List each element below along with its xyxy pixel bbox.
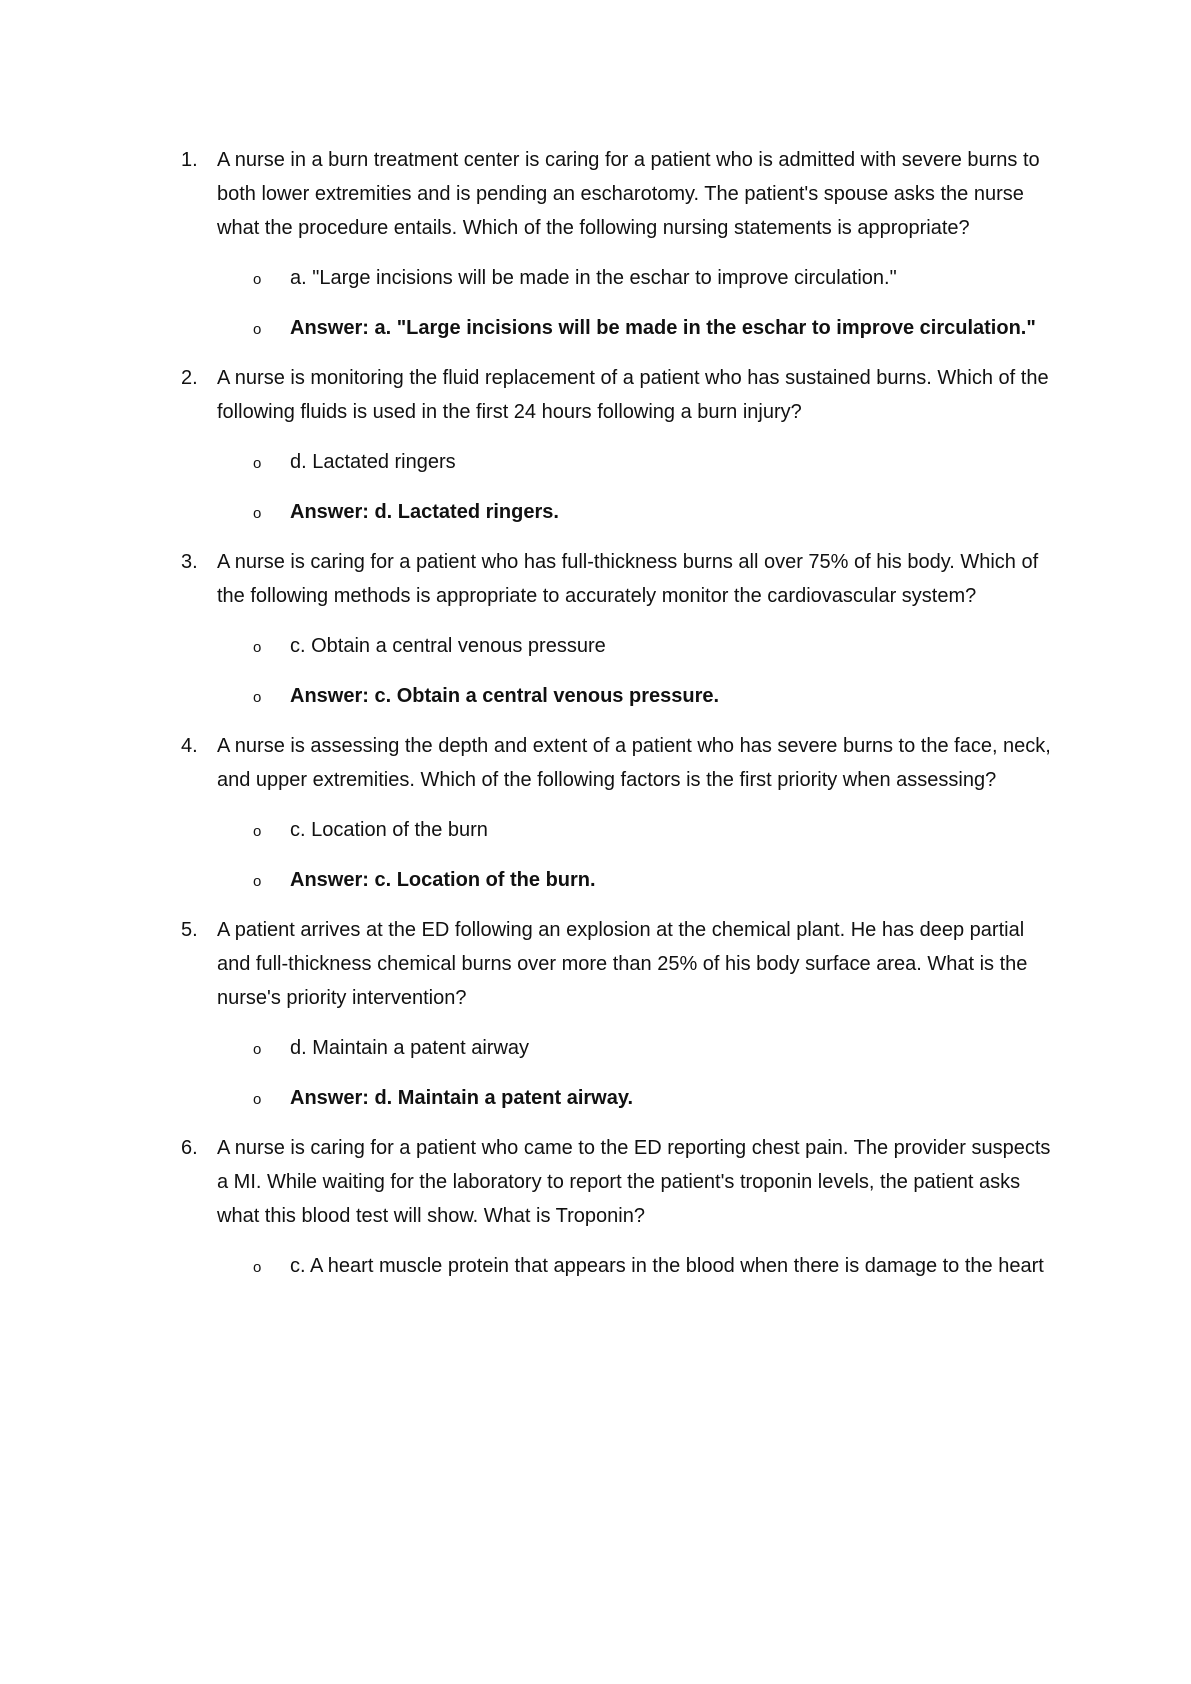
option-item xyxy=(0,1031,1191,1065)
option-item xyxy=(0,1249,1191,1283)
question-item xyxy=(0,729,1191,797)
question-text: A patient arrives at the ED following an explosion at the chemical plant. He has deep partial and full-thickness chemical burns over more than 25% of his body surface area. What is the nurse's priority intervention? xyxy=(217,919,1028,1009)
bullet-icon: o xyxy=(253,321,262,338)
option-text: a. "Large incisions will be made in the eschar to improve circulation." xyxy=(290,267,897,289)
question-number: 3. xyxy=(181,551,198,573)
answer-text: Answer: c. Location of the burn. xyxy=(290,869,596,891)
answer-item xyxy=(0,863,1191,897)
option-text: c. Obtain a central venous pressure xyxy=(290,635,606,657)
question-number: 1. xyxy=(181,149,198,171)
document-page xyxy=(0,143,1191,1299)
question-item xyxy=(0,143,1191,245)
answer-text: Answer: c. Obtain a central venous pressure. xyxy=(290,685,720,707)
question-item xyxy=(0,361,1191,429)
answer-item xyxy=(0,679,1191,713)
question-text: A nurse is assessing the depth and extent of a patient who has severe burns to the face, neck, and upper extremities. Which of the following factors is the first priority when assessing? xyxy=(217,735,1051,791)
question-item xyxy=(0,1131,1191,1233)
answer-text: Answer: a. "Large incisions will be made in the eschar to improve circulation." xyxy=(290,317,1036,339)
option-text: c. A heart muscle protein that appears in the blood when there is damage to the heart xyxy=(290,1255,1044,1277)
bullet-icon: o xyxy=(253,823,262,840)
bullet-icon: o xyxy=(253,1259,262,1276)
answer-item xyxy=(0,495,1191,529)
answer-text: Answer: d. Lactated ringers. xyxy=(290,501,559,523)
option-text: d. Maintain a patent airway xyxy=(290,1037,530,1059)
option-item xyxy=(0,629,1191,663)
question-text: A nurse in a burn treatment center is caring for a patient who is admitted with severe burns to both lower extremities and is pending an escharotomy. The patient's spouse asks the nurse what the procedure entails. Which of the following nursing statements is appropriate? xyxy=(217,149,1040,239)
question-number: 5. xyxy=(181,919,198,941)
question-number: 6. xyxy=(181,1137,198,1159)
question-item xyxy=(0,913,1191,1015)
option-item xyxy=(0,813,1191,847)
question-number: 2. xyxy=(181,367,198,389)
bullet-icon: o xyxy=(253,1091,262,1108)
option-item xyxy=(0,261,1191,295)
question-text: A nurse is monitoring the fluid replacement of a patient who has sustained burns. Which of the following fluids is used in the first 24 hours following a burn injury? xyxy=(217,367,1049,423)
answer-item xyxy=(0,311,1191,345)
answer-item xyxy=(0,1081,1191,1115)
question-item xyxy=(0,545,1191,613)
option-text: c. Location of the burn xyxy=(290,819,488,841)
bullet-icon: o xyxy=(253,639,262,656)
bullet-icon: o xyxy=(253,1041,262,1058)
option-text: d. Lactated ringers xyxy=(290,451,456,473)
question-number: 4. xyxy=(181,735,198,757)
bullet-icon: o xyxy=(253,689,262,706)
question-text: A nurse is caring for a patient who came to the ED reporting chest pain. The provider suspects a MI. While waiting for the laboratory to report the patient's troponin levels, the patient asks what this blood test will show. What is Troponin? xyxy=(217,1137,1051,1227)
bullet-icon: o xyxy=(253,455,262,472)
bullet-icon: o xyxy=(253,505,262,522)
option-item xyxy=(0,445,1191,479)
bullet-icon: o xyxy=(253,873,262,890)
question-text: A nurse is caring for a patient who has full-thickness burns all over 75% of his body. Which of the following methods is appropriate to accurately monitor the cardiovascular system? xyxy=(217,551,1039,607)
bullet-icon: o xyxy=(253,271,262,288)
answer-text: Answer: d. Maintain a patent airway. xyxy=(290,1087,634,1109)
